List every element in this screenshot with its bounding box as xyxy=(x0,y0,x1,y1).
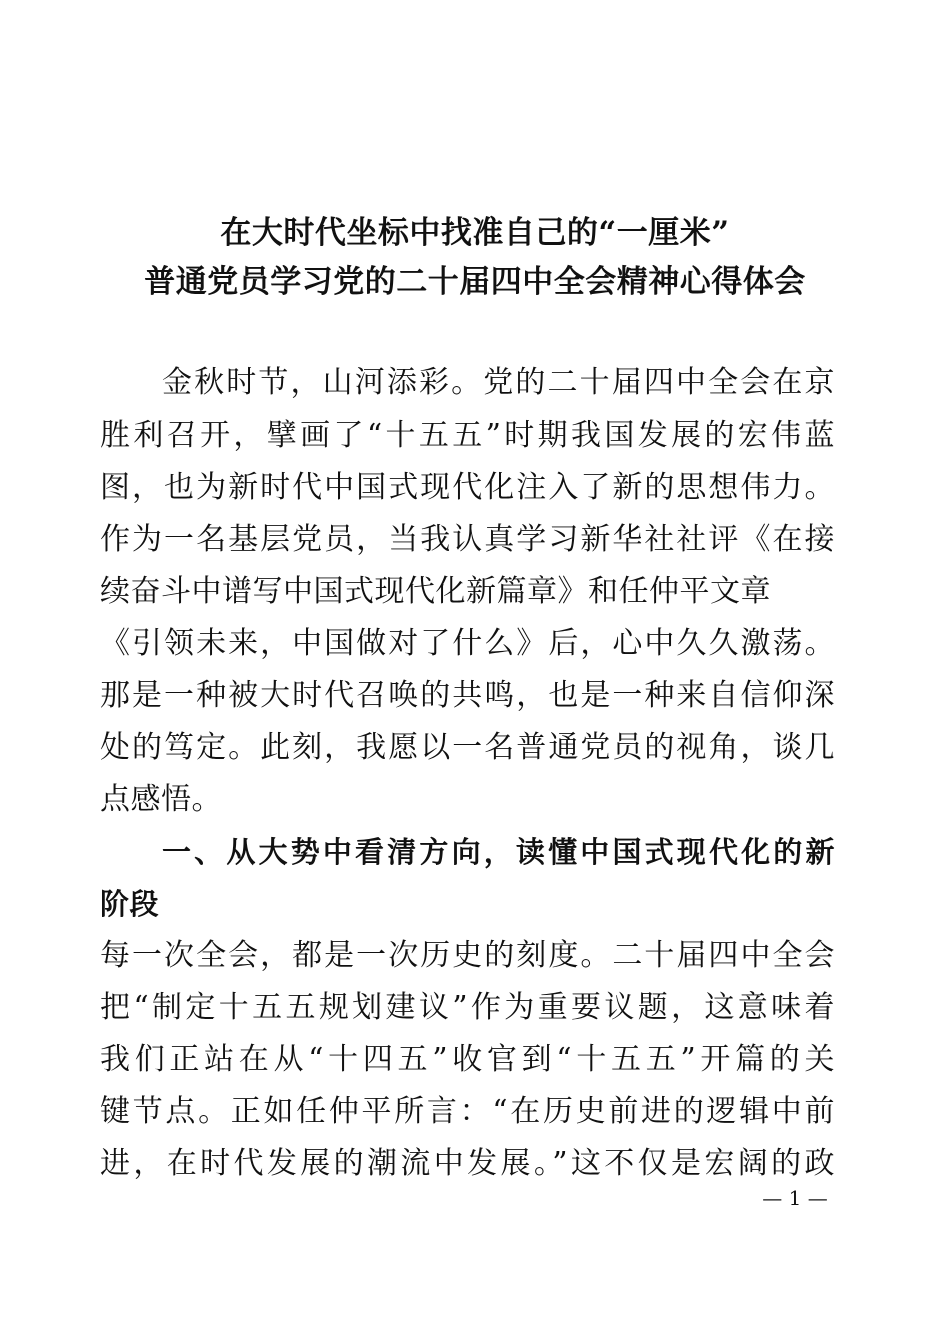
paragraph-line: 续奋斗中谱写中国式现代化新篇章》和任仲平文章 xyxy=(100,574,771,609)
paragraph-line: 《引领未来，中国做对了什么》后，心中久久激荡。 xyxy=(100,626,835,661)
section-heading: 一、从大势中看清方向，读懂中国式现代化的新 xyxy=(162,835,835,869)
document-title: 在大时代坐标中找准自己的“一厘米” xyxy=(220,215,730,251)
paragraph-line: 每一次全会，都是一次历史的刻度。二十届四中全会 xyxy=(100,938,835,973)
paragraph-line: 处的笃定。此刻，我愿以一名普通党员的视角，谈几 xyxy=(100,730,835,765)
paragraph-line: 胜利召开，擘画了“十五五”时期我国发展的宏伟蓝 xyxy=(100,418,835,453)
paragraph-line: 那是一种被大时代召唤的共鸣，也是一种来自信仰深 xyxy=(100,678,835,713)
paragraph-line: 我们正站在从“十四五”收官到“十五五”开篇的关 xyxy=(100,1042,835,1077)
paragraph-line: 键节点。正如任仲平所言：“在历史前进的逻辑中前 xyxy=(100,1094,835,1129)
paragraph-line: 作为一名基层党员，当我认真学习新华社社评《在接 xyxy=(100,522,835,557)
page-number: — 1 — xyxy=(762,1186,828,1210)
section-heading-continued: 阶段 xyxy=(100,887,160,921)
paragraph-line: 点感悟。 xyxy=(100,782,222,817)
paragraph-line: 图，也为新时代中国式现代化注入了新的思想伟力。 xyxy=(100,470,835,505)
paragraph-line: 把“制定十五五规划建议”作为重要议题，这意味着 xyxy=(100,990,835,1025)
paragraph-line: 进，在时代发展的潮流中发展。”这不仅是宏阔的政 xyxy=(100,1146,835,1181)
paragraph-line: 金秋时节，山河添彩。党的二十届四中全会在京 xyxy=(162,365,835,400)
document-subtitle: 普通党员学习党的二十届四中全会精神心得体会 xyxy=(144,264,806,300)
